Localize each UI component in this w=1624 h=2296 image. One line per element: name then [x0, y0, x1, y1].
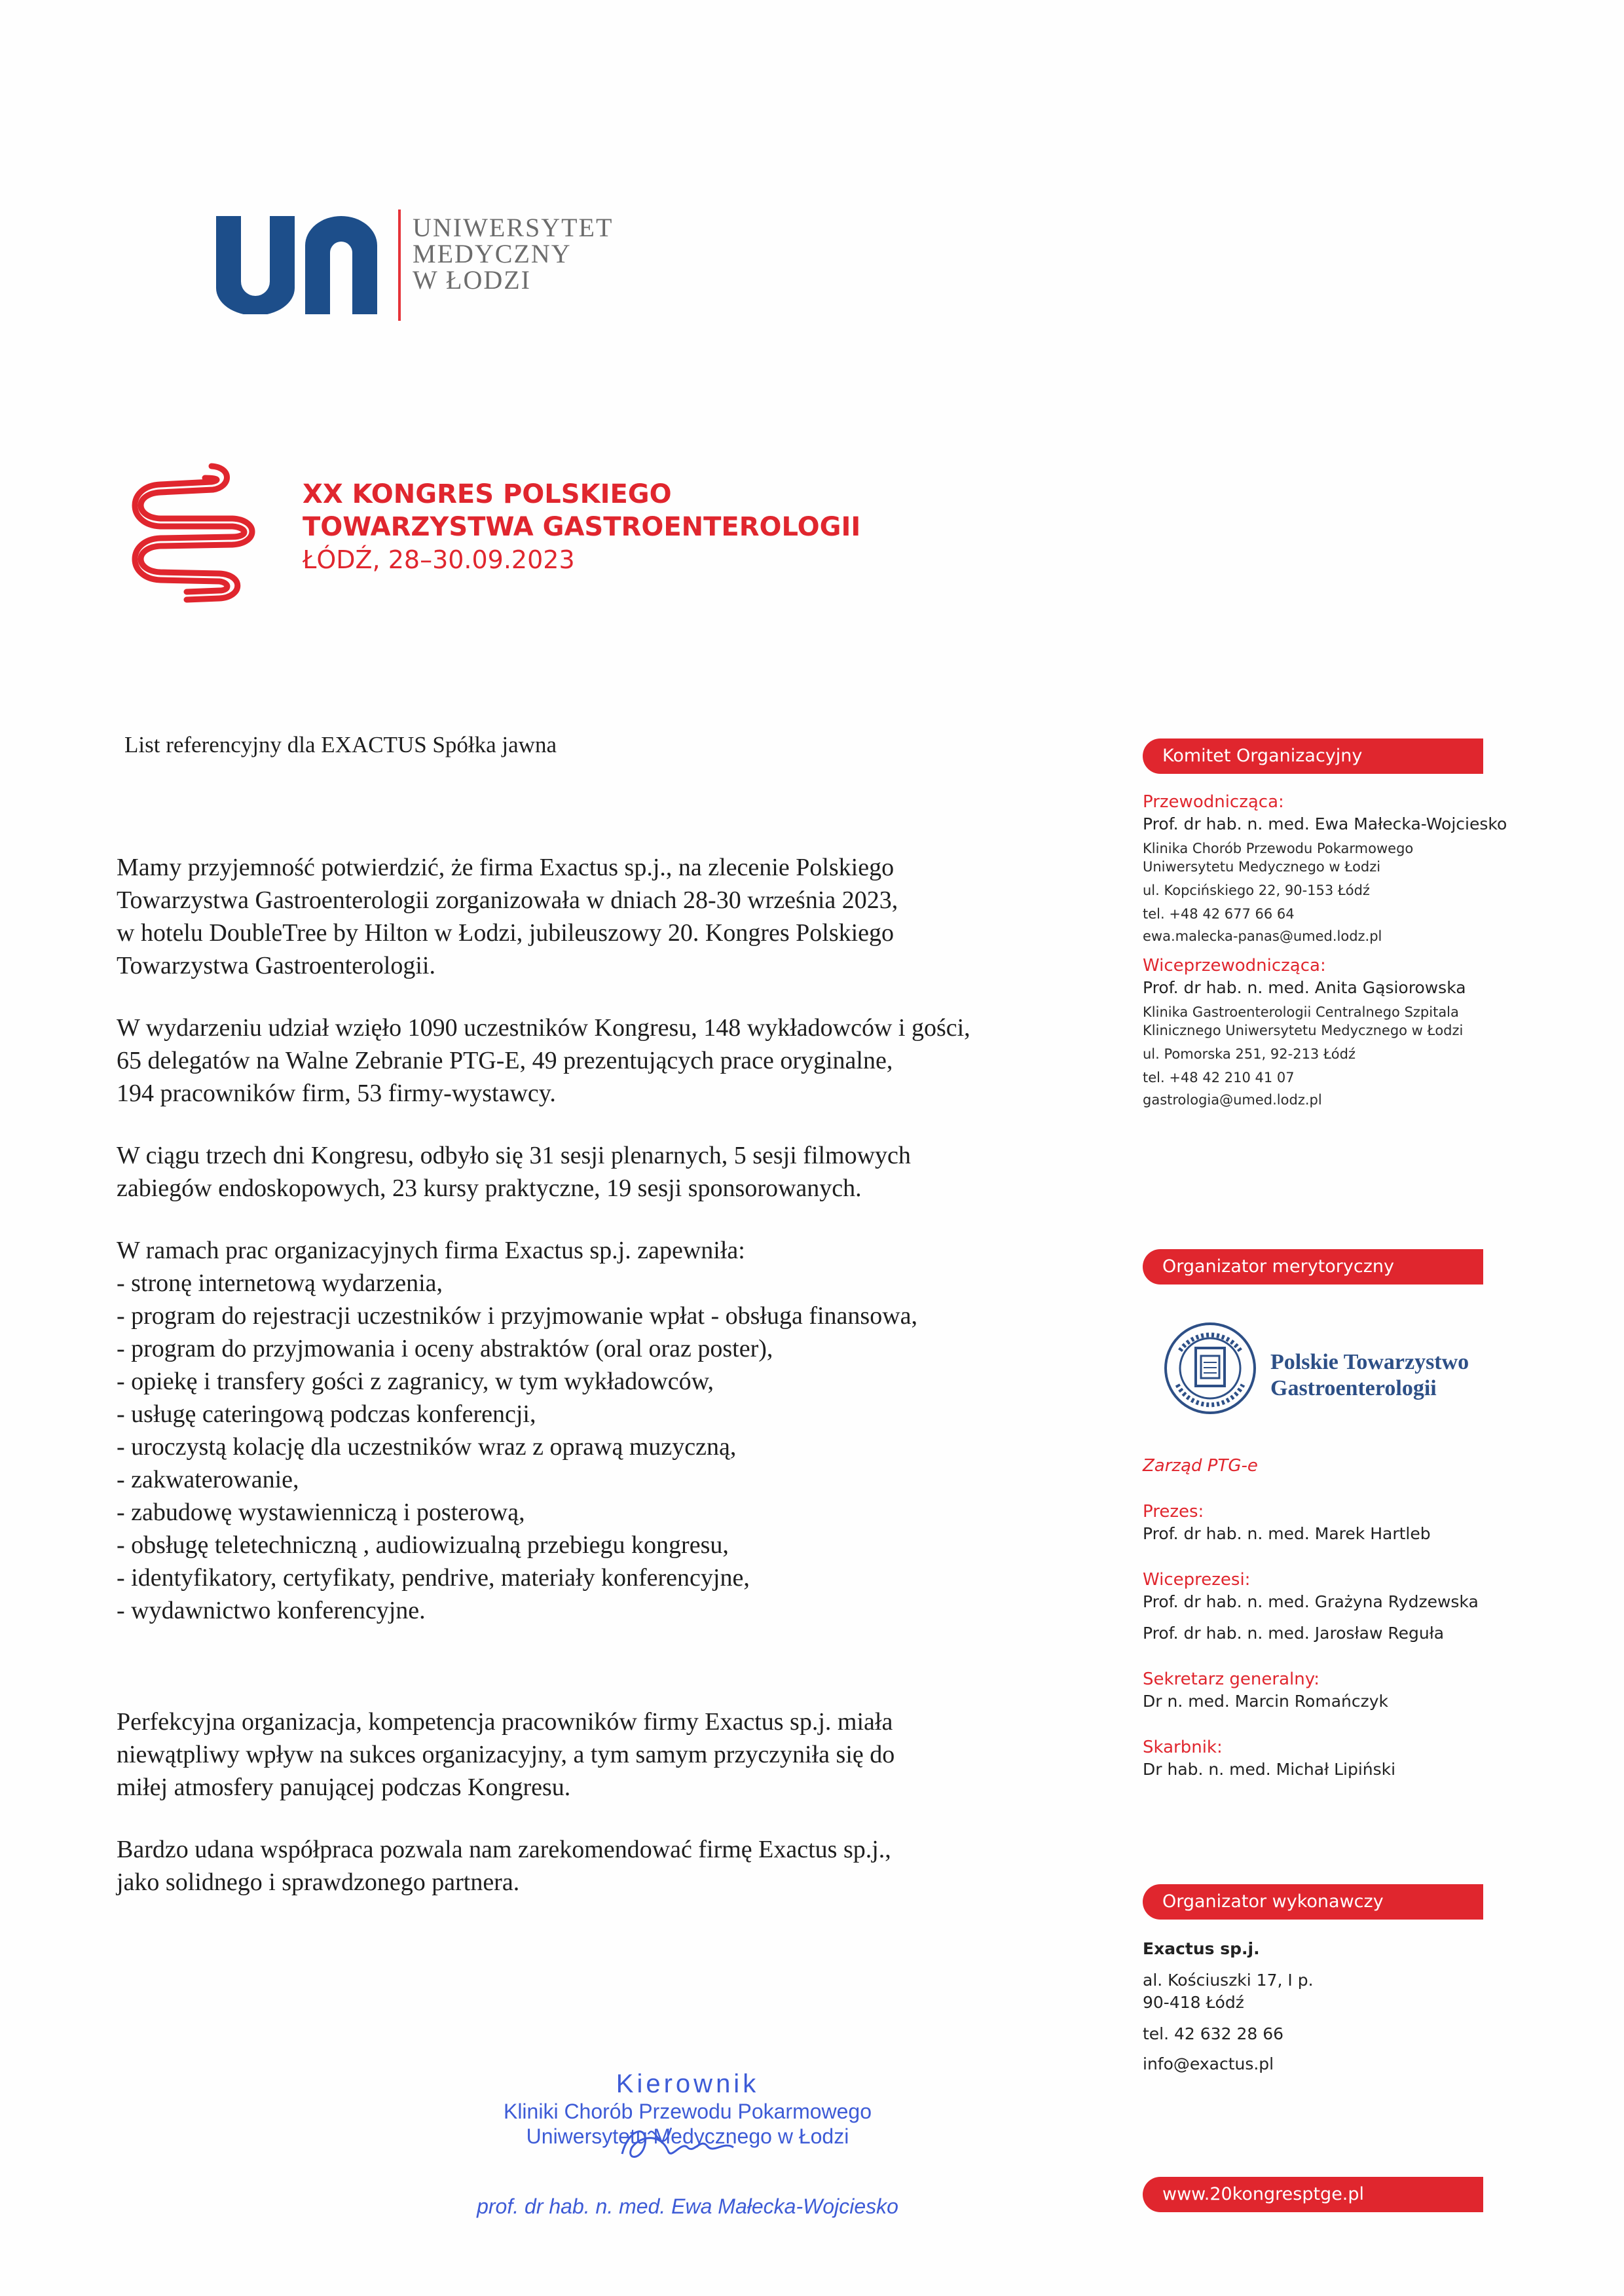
university-name-line: MEDYCZNY: [413, 239, 572, 268]
ptg-name: [1270, 1349, 1469, 1402]
stamp-clinic: Kliniki Chorób Przewodu Pokarmowego: [503, 2100, 872, 2123]
stamp-title: Kierownik: [616, 2069, 760, 2098]
ptg-name-line: Gastroenterologii: [1270, 1376, 1437, 1400]
list-item: - identyfikatory, certyfikaty, pendrive, materiały konferencyjne,: [117, 1564, 750, 1592]
list-item: - usługę cateringową podczas konferencji,: [117, 1400, 536, 1428]
secretary-label: Sekretarz generalny:: [1143, 1669, 1320, 1689]
list-item: - uroczystą kolację dla uczestników wraz z oprawą muzyczną,: [117, 1433, 737, 1461]
paragraph-assessment: [117, 1705, 1138, 1804]
treasurer-label: Skarbnik:: [1143, 1738, 1223, 1757]
paragraph-participants: [117, 1011, 1138, 1110]
list-item: - opiekę i transfery gości z zagranicy, w tym wykładowców,: [117, 1368, 714, 1395]
vice-chair-name: Prof. dr hab. n. med. Anita Gąsiorowska: [1143, 978, 1466, 997]
paragraph-recommendation: [117, 1833, 1138, 1899]
chair-detail: Uniwersytetu Medycznego w Łodzi: [1143, 859, 1381, 875]
chair-detail: Klinika Chorób Przewodu Pokarmowego: [1143, 841, 1414, 856]
letter-body: [117, 851, 1138, 1928]
text-line: niewątpliwy wpływ na sukces organizacyjny, a tym samym przyczyniła się do: [117, 1741, 895, 1768]
letter-subject: List referencyjny dla EXACTUS Spółka jawna: [124, 732, 557, 757]
ptg-name-line: Polskie Towarzystwo: [1270, 1350, 1469, 1374]
chair-email: ewa.malecka-panas@umed.lodz.pl: [1143, 928, 1382, 944]
vice-chair-address: ul. Pomorska 251, 92-213 Łódź: [1143, 1046, 1356, 1062]
treasurer-name: Dr hab. n. med. Michał Lipiński: [1143, 1760, 1396, 1779]
vice-chair-phone: tel. +48 42 210 41 07: [1143, 1070, 1295, 1085]
university-name: [413, 215, 613, 293]
vice-president-name: Prof. dr hab. n. med. Jarosław Reguła: [1143, 1624, 1445, 1643]
text-line: Mamy przyjemność potwierdzić, że firma Exactus sp.j., na zlecenie Polskiego: [117, 854, 895, 881]
vice-presidents-label: Wiceprezesi:: [1143, 1570, 1251, 1590]
congress-title-line: TOWARZYSTWA GASTROENTEROLOGII: [303, 512, 861, 542]
text-line: w hotelu DoubleTree by Hilton w Łodzi, jubileuszowy 20. Kongres Polskiego: [117, 919, 895, 947]
vice-chair-email: gastrologia@umed.lodz.pl: [1143, 1092, 1322, 1108]
congress-date: ŁÓDŹ, 28–30.09.2023: [303, 545, 575, 574]
chair-phone: tel. +48 42 677 66 64: [1143, 906, 1295, 922]
executive-organizer-section: [1143, 1938, 1483, 2075]
signatory-name: prof. dr hab. n. med. Ewa Małecka-Wojciesko: [477, 2195, 898, 2218]
vice-chair-detail: Klinicznego Uniwersytetu Medycznego w Łodzi: [1143, 1023, 1464, 1038]
ptg-board-section: [1143, 1455, 1483, 1781]
chair-name: Prof. dr hab. n. med. Ewa Małecka-Wojciesko: [1143, 814, 1507, 833]
handwritten-signature: [609, 2115, 753, 2174]
signature-stamp: [471, 2069, 904, 2218]
logo-separator: [398, 210, 401, 321]
text-line: Towarzystwa Gastroenterologii.: [117, 952, 435, 979]
president-label: Prezes:: [1143, 1502, 1204, 1522]
list-item: - program do przyjmowania i oceny abstraktów (oral oraz poster),: [117, 1335, 773, 1362]
president-name: Prof. dr hab. n. med. Marek Hartleb: [1143, 1524, 1431, 1543]
company-email: info@exactus.pl: [1143, 2054, 1274, 2073]
list-item: - zabudowę wystawienniczą i posterową,: [117, 1499, 525, 1526]
paragraph-sessions: [117, 1139, 1138, 1205]
vice-chair-label: Wiceprzewodnicząca:: [1143, 956, 1326, 975]
committee-header: Komitet Organizacyjny: [1143, 738, 1483, 774]
services-list: [117, 1234, 1138, 1627]
intestine-icon: [121, 458, 272, 609]
congress-title-line: XX KONGRES POLSKIEGO: [303, 479, 672, 509]
text-line: 65 delegatów na Walne Zebranie PTG-E, 49 prezentujących prace oryginalne,: [117, 1047, 893, 1074]
text-line: Towarzystwa Gastroenterologii zorganizowała w dniach 28-30 września 2023,: [117, 886, 898, 914]
list-item: - wydawnictwo konferencyjne.: [117, 1597, 426, 1624]
list-item: - zakwaterowanie,: [117, 1466, 299, 1493]
list-item: - stronę internetową wydarzenia,: [117, 1269, 443, 1297]
company-address: al. Kościuszki 17, I p.: [1143, 1971, 1314, 1990]
university-name-line: W ŁODZI: [413, 265, 531, 295]
ptg-logo: [1158, 1319, 1485, 1417]
paragraph-confirmation: [117, 851, 1138, 982]
list-item: - program do rejestracji uczestników i przyjmowanie wpłat - obsługa finansowa,: [117, 1302, 918, 1330]
chair-label: Przewodnicząca:: [1143, 792, 1284, 812]
congress-title: [303, 478, 860, 576]
text-line: Bardzo udana współpraca pozwala nam zarekomendować firmę Exactus sp.j.,: [117, 1836, 891, 1863]
text-line: miłej atmosfery panującej podczas Kongresu.: [117, 1774, 571, 1801]
text-line: Perfekcyjna organizacja, kompetencja pracowników firmy Exactus sp.j. miała: [117, 1708, 893, 1736]
board-label: Zarząd PTG-e: [1143, 1456, 1258, 1476]
university-logo: [216, 210, 674, 321]
text-line: W ciągu trzech dni Kongresu, odbyło się 31 sesji plenarnych, 5 sesji filmowych: [117, 1142, 911, 1169]
um-logo-mark: [216, 216, 386, 314]
scientific-organizer-header: Organizator merytoryczny: [1143, 1249, 1483, 1285]
list-item: - obsługę teletechniczną , audiowizualną przebiegu kongresu,: [117, 1531, 729, 1559]
ptg-seal-icon: [1158, 1319, 1263, 1417]
text-line: jako solidnego i sprawdzonego partnera.: [117, 1868, 520, 1896]
text-line: W wydarzeniu udział wzięło 1090 uczestników Kongresu, 148 wykładowców i gości,: [117, 1014, 970, 1042]
services-intro: W ramach prac organizacyjnych firma Exactus sp.j. zapewniła:: [117, 1237, 745, 1264]
committee-section: [1143, 791, 1507, 1109]
text-line: zabiegów endoskopowych, 23 kursy praktyczne, 19 sesji sponsorowanych.: [117, 1175, 862, 1202]
text-line: 194 pracowników firm, 53 firmy-wystawcy.: [117, 1080, 556, 1107]
secretary-name: Dr n. med. Marcin Romańczyk: [1143, 1692, 1389, 1711]
company-phone: tel. 42 632 28 66: [1143, 2024, 1284, 2043]
executive-organizer-header: Organizator wykonawczy: [1143, 1884, 1483, 1920]
university-name-line: UNIWERSYTET: [413, 213, 614, 242]
stamp-university: Uniwersytetu Medycznego w Łodzi: [526, 2124, 849, 2148]
vice-president-name: Prof. dr hab. n. med. Grażyna Rydzewska: [1143, 1592, 1479, 1611]
company-address: 90-418 Łódź: [1143, 1993, 1244, 2012]
website-link[interactable]: www.20kongresptge.pl: [1143, 2177, 1483, 2212]
chair-address: ul. Kopcińskiego 22, 90-153 Łódź: [1143, 883, 1370, 898]
vice-chair-detail: Klinika Gastroenterologii Centralnego Szpitala: [1143, 1004, 1459, 1020]
company-name: Exactus sp.j.: [1143, 1939, 1260, 1958]
